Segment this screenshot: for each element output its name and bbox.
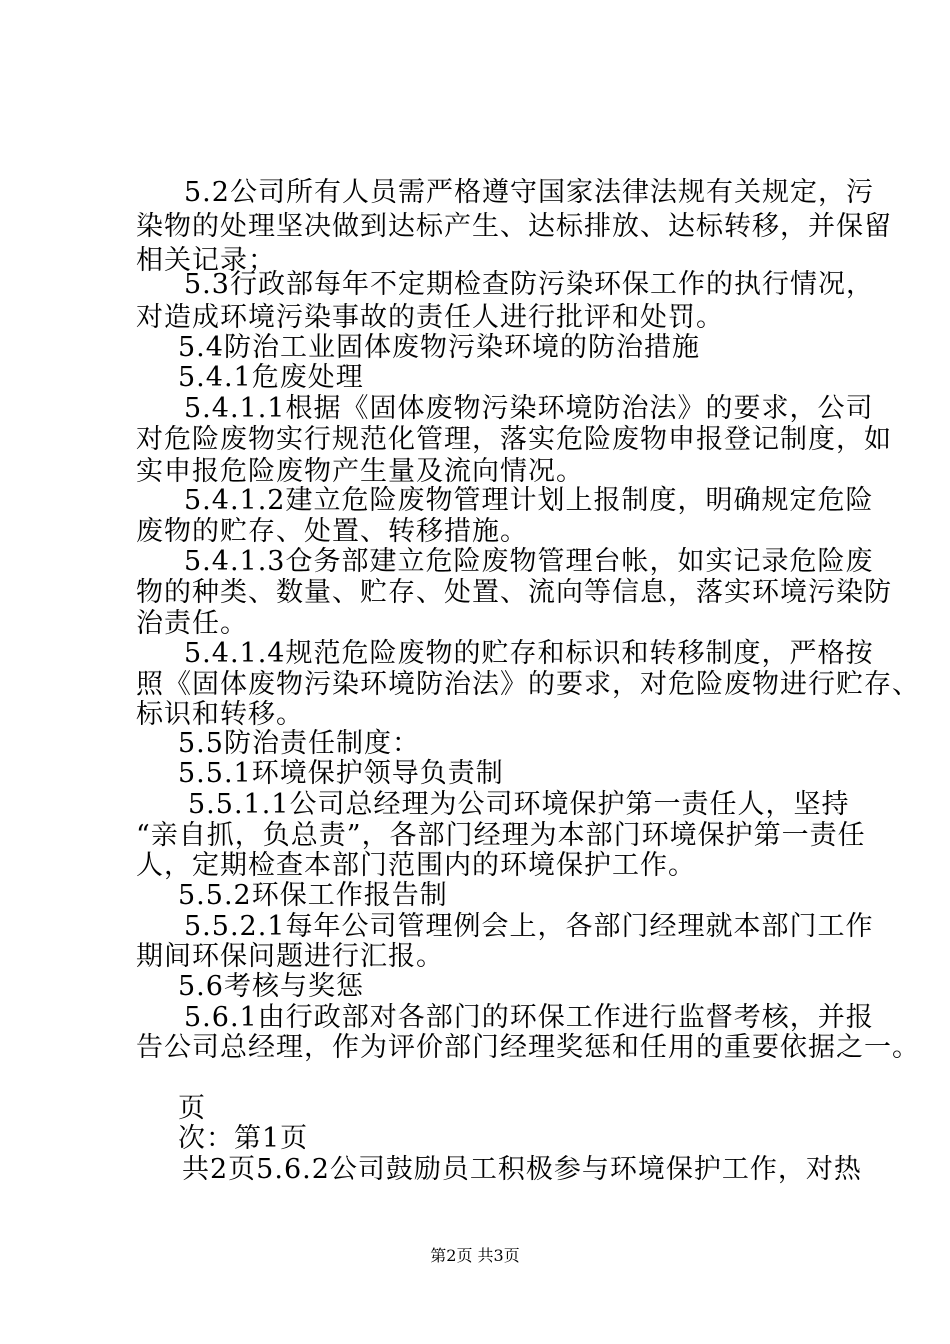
text-line: 5.5.1.1公司总经理为公司环境保护第一责任人，坚持	[188, 789, 850, 820]
text-line: “亲自抓，负总责”，各部门经理为本部门环境保护第一责任	[136, 820, 866, 851]
text-line: 5.4.1.1根据《固体废物污染环境防治法》的要求，公司	[184, 393, 874, 424]
section-heading: 5.5.1环境保护领导负责制	[178, 758, 504, 789]
text-line: 相关记录；	[136, 245, 276, 276]
text-line: 实申报危险废物产生量及流向情况。	[136, 456, 584, 487]
text-line: 页	[178, 1093, 206, 1124]
text-line: 染物的处理坚决做到达标产生、达标排放、达标转移，并保留	[136, 211, 892, 242]
text-line: 对危险废物实行规范化管理，落实危险废物申报登记制度，如	[136, 424, 892, 455]
text-line: 照《固体废物污染环境防治法》的要求，对危险废物进行贮存、	[136, 669, 920, 700]
text-line: 对造成环境污染事故的责任人进行批评和处罚。	[136, 302, 724, 333]
section-heading: 5.6考核与奖惩	[178, 971, 364, 1002]
section-heading: 5.5.2环保工作报告制	[178, 880, 448, 911]
text-line: 标识和转移。	[136, 699, 304, 730]
text-line: 期间环保问题进行汇报。	[136, 941, 444, 972]
text-line: 告公司总经理，作为评价部门经理奖惩和任用的重要依据之一。	[136, 1032, 920, 1063]
page-footer: 第2页 共3页	[430, 1246, 520, 1265]
section-heading: 5.4防治工业固体废物污染环境的防治措施	[178, 332, 700, 363]
text-line: 5.4.1.2建立危险废物管理计划上报制度，明确规定危险	[184, 485, 874, 516]
text-line: 废物的贮存、处置、转移措施。	[136, 516, 528, 547]
section-heading: 5.5防治责任制度：	[178, 728, 420, 759]
text-line: 5.4.1.3仓务部建立危险废物管理台帐，如实记录危险废	[184, 546, 874, 577]
text-line: 共2页5.6.2公司鼓励员工积极参与环境保护工作，对热	[182, 1154, 862, 1185]
section-heading: 5.4.1危废处理	[178, 362, 364, 393]
text-line: 5.6.1由行政部对各部门的环保工作进行监督考核，并报	[184, 1002, 874, 1033]
text-line: 物的种类、数量、贮存、处置、流向等信息，落实环境污染防	[136, 577, 892, 608]
text-line: 次：第1页	[178, 1123, 309, 1154]
text-line: 5.2公司所有人员需严格遵守国家法律法规有关规定，污	[184, 177, 874, 208]
text-line: 5.3行政部每年不定期检查防污染环保工作的执行情况，	[184, 269, 874, 300]
text-line: 5.4.1.4规范危险废物的贮存和标识和转移制度，严格按	[184, 638, 874, 669]
text-line: 人，定期检查本部门范围内的环境保护工作。	[136, 850, 696, 881]
text-line: 5.5.2.1每年公司管理例会上，各部门经理就本部门工作	[184, 911, 874, 942]
text-line: 治责任。	[136, 608, 248, 639]
